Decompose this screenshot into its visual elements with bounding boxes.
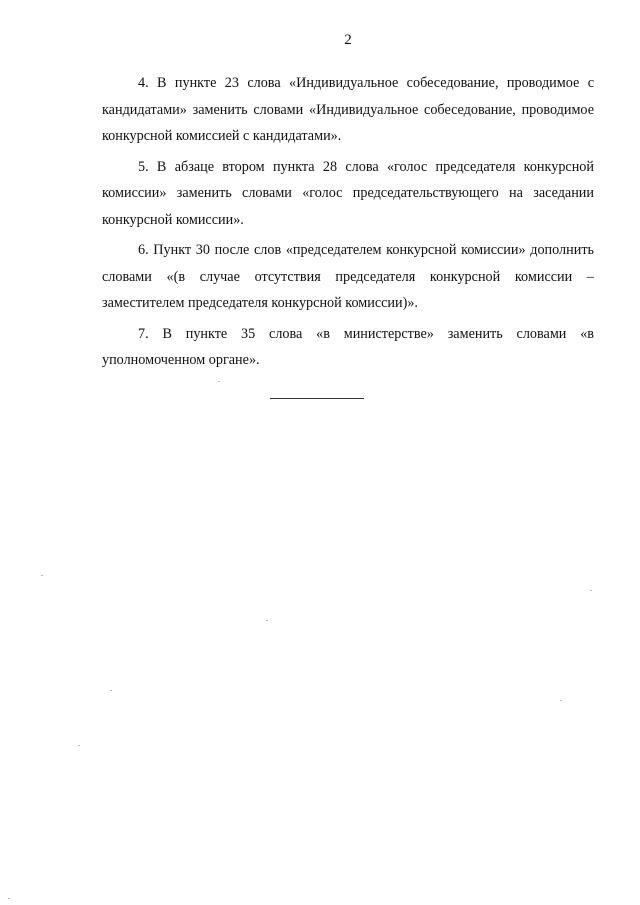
scan-speck: [590, 590, 592, 591]
paragraph-item-4: 4. В пункте 23 слова «Индивидуальное собеседование, проводимое с кандидатами» заменить словами «Индивидуальное собеседование, проводимое конкурсной комиссией с кандидатами».: [102, 75, 594, 144]
end-of-text-rule: [270, 398, 364, 399]
paragraph-item-6: 6. Пункт 30 после слов «председателем конкурсной комиссии» дополнить словами «(в случае отсутствия председателя конкурсной комиссии – заместителем председателя конкурсной комиссии)».: [102, 242, 594, 311]
scan-speck: [218, 381, 220, 382]
scan-speck: [41, 575, 43, 576]
scan-speck: [110, 690, 112, 691]
document-body: [102, 70, 594, 378]
paragraph-item-5: 5. В абзаце втором пункта 28 слова «голос председателя конкурсной комиссии» заменить словами «голос председательствующего на заседании конкурсной комиссии».: [102, 158, 594, 228]
paragraph-item-7: 7. В пункте 35 слова «в министерстве» заменить словами «в уполномоченном органе».: [102, 325, 594, 368]
scan-speck: [8, 898, 10, 899]
page-number: 2: [344, 32, 352, 48]
scan-speck: [266, 620, 268, 621]
scan-speck: [78, 745, 80, 746]
scan-speck: [560, 700, 562, 701]
